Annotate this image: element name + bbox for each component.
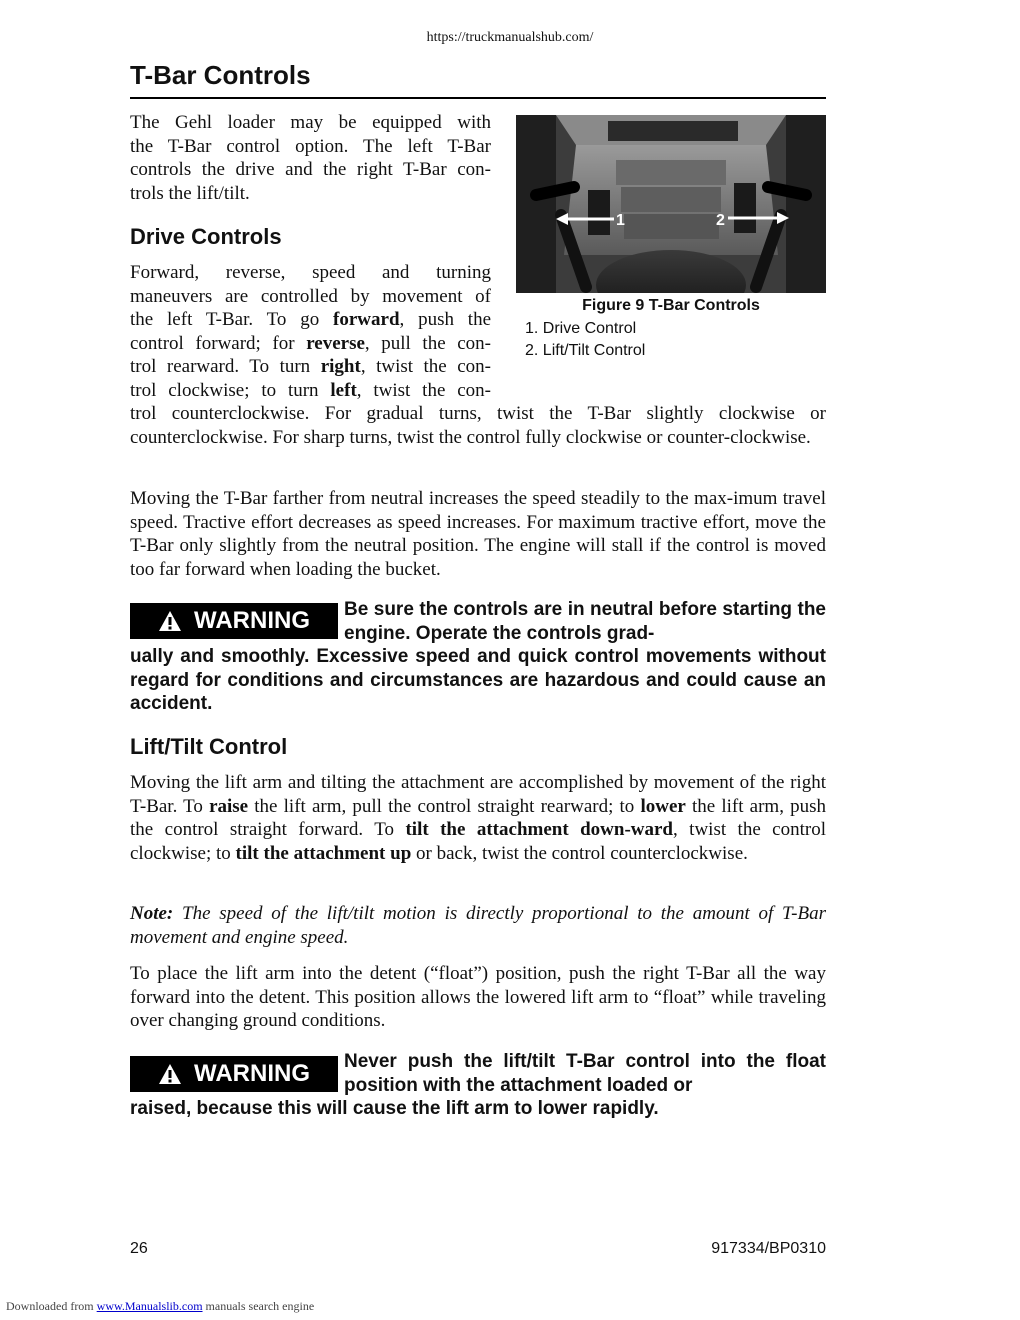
warning-text-first: Never push the lift/tilt T-Bar control into the float position with the attachment loaded or	[344, 1051, 826, 1096]
intro-paragraph	[130, 111, 491, 205]
intro-line: The Gehl loader may be equipped with	[130, 112, 491, 133]
drive-line: trol rearward. To turn right, twist the con-	[130, 356, 491, 377]
source-url: https://truckmanualshub.com/	[426, 30, 594, 45]
manualslib-link[interactable]: www.Manualslib.com	[96, 1299, 203, 1313]
warning-label: WARNING	[194, 607, 310, 634]
figure-legend-item: 2. Lift/Tilt Control	[525, 342, 646, 359]
warning-label: WARNING	[194, 1060, 310, 1087]
document-id: 917334/BP0310	[711, 1240, 826, 1257]
t-bar-photo	[516, 115, 826, 293]
warning-text-rest: raised, because this will cause the lift arm to lower rapidly.	[130, 1098, 659, 1119]
drive-paragraph-top	[130, 261, 491, 402]
drive-line: trol clockwise; to turn left, twist the con-	[130, 379, 491, 401]
figure-caption: Figure 9 T-Bar Controls	[582, 297, 760, 314]
drive-line: the left T-Bar. To go forward, push the	[130, 309, 492, 330]
title-rule	[130, 97, 826, 99]
note-label: Note:	[130, 903, 174, 924]
callout-1: 1	[616, 212, 625, 229]
intro-line: the T-Bar control option. The left T-Bar	[130, 135, 491, 157]
intro-line: controls the drive and the right T-Bar con-	[130, 159, 491, 180]
drive-controls-heading: Drive Controls	[130, 224, 282, 249]
page-title: T-Bar Controls	[130, 60, 311, 90]
drive-line: maneuvers are controlled by movement of	[130, 285, 491, 307]
figure-legend-item: 1. Drive Control	[525, 320, 637, 337]
drive-line: Forward, reverse, speed and turning	[130, 262, 491, 283]
lift-tilt-paragraph: Moving the lift arm and tilting the attachment are accomplished by movement of the right T-Bar. To raise the lift arm, pull the control straight rearward; to lower the lift arm, push the control straight forward. To tilt the attachment down-ward, twist the control clockwise; to tilt the attachment up or back, twist the control counterclockwise.	[130, 772, 827, 864]
t-bar-illustration	[516, 115, 826, 293]
lift-tilt-heading: Lift/Tilt Control	[130, 734, 288, 759]
warning-text	[130, 598, 826, 716]
page-number: 26	[130, 1240, 148, 1257]
drive-line: control forward; for reverse, pull the con-	[130, 332, 492, 354]
drive-speed-paragraph: Moving the T-Bar farther from neutral increases the speed steadily to the max-imum travel speed. Tractive effort decreases as speed increases. For maximum tractive effort, move the T-Bar only slightly from the neutral position. The engine will stall if the control is moved too far forward when loading the bucket.	[130, 488, 826, 580]
callout-2: 2	[716, 212, 725, 229]
intro-line: trols the lift/tilt.	[130, 182, 250, 204]
float-paragraph: To place the lift arm into the detent (“float”) position, push the right T-Bar all the way forward into the detent. This position allows the lowered lift arm to “float” while traveling over changing ground conditions.	[130, 963, 826, 1031]
drive-paragraph-continued: trol counterclockwise. For gradual turns, twist the T-Bar slightly clockwise or counterclockwise. For sharp turns, twist the control fully clockwise or counter-clockwise.	[130, 403, 826, 448]
warning-text	[130, 1050, 826, 1121]
download-notice: Downloaded from www.Manualslib.com manuals search engine	[6, 1299, 315, 1313]
note-paragraph: Note: The speed of the lift/tilt motion is directly proportional to the amount of T-Bar movement and engine speed.	[130, 903, 826, 948]
warning-text-first: Be sure the controls are in neutral before starting the engine. Operate the controls grad-	[344, 599, 826, 644]
warning-text-rest: ually and smoothly. Excessive speed and quick control movements without regard for conditions and circumstances are hazardous and could cause an accident.	[130, 646, 826, 714]
